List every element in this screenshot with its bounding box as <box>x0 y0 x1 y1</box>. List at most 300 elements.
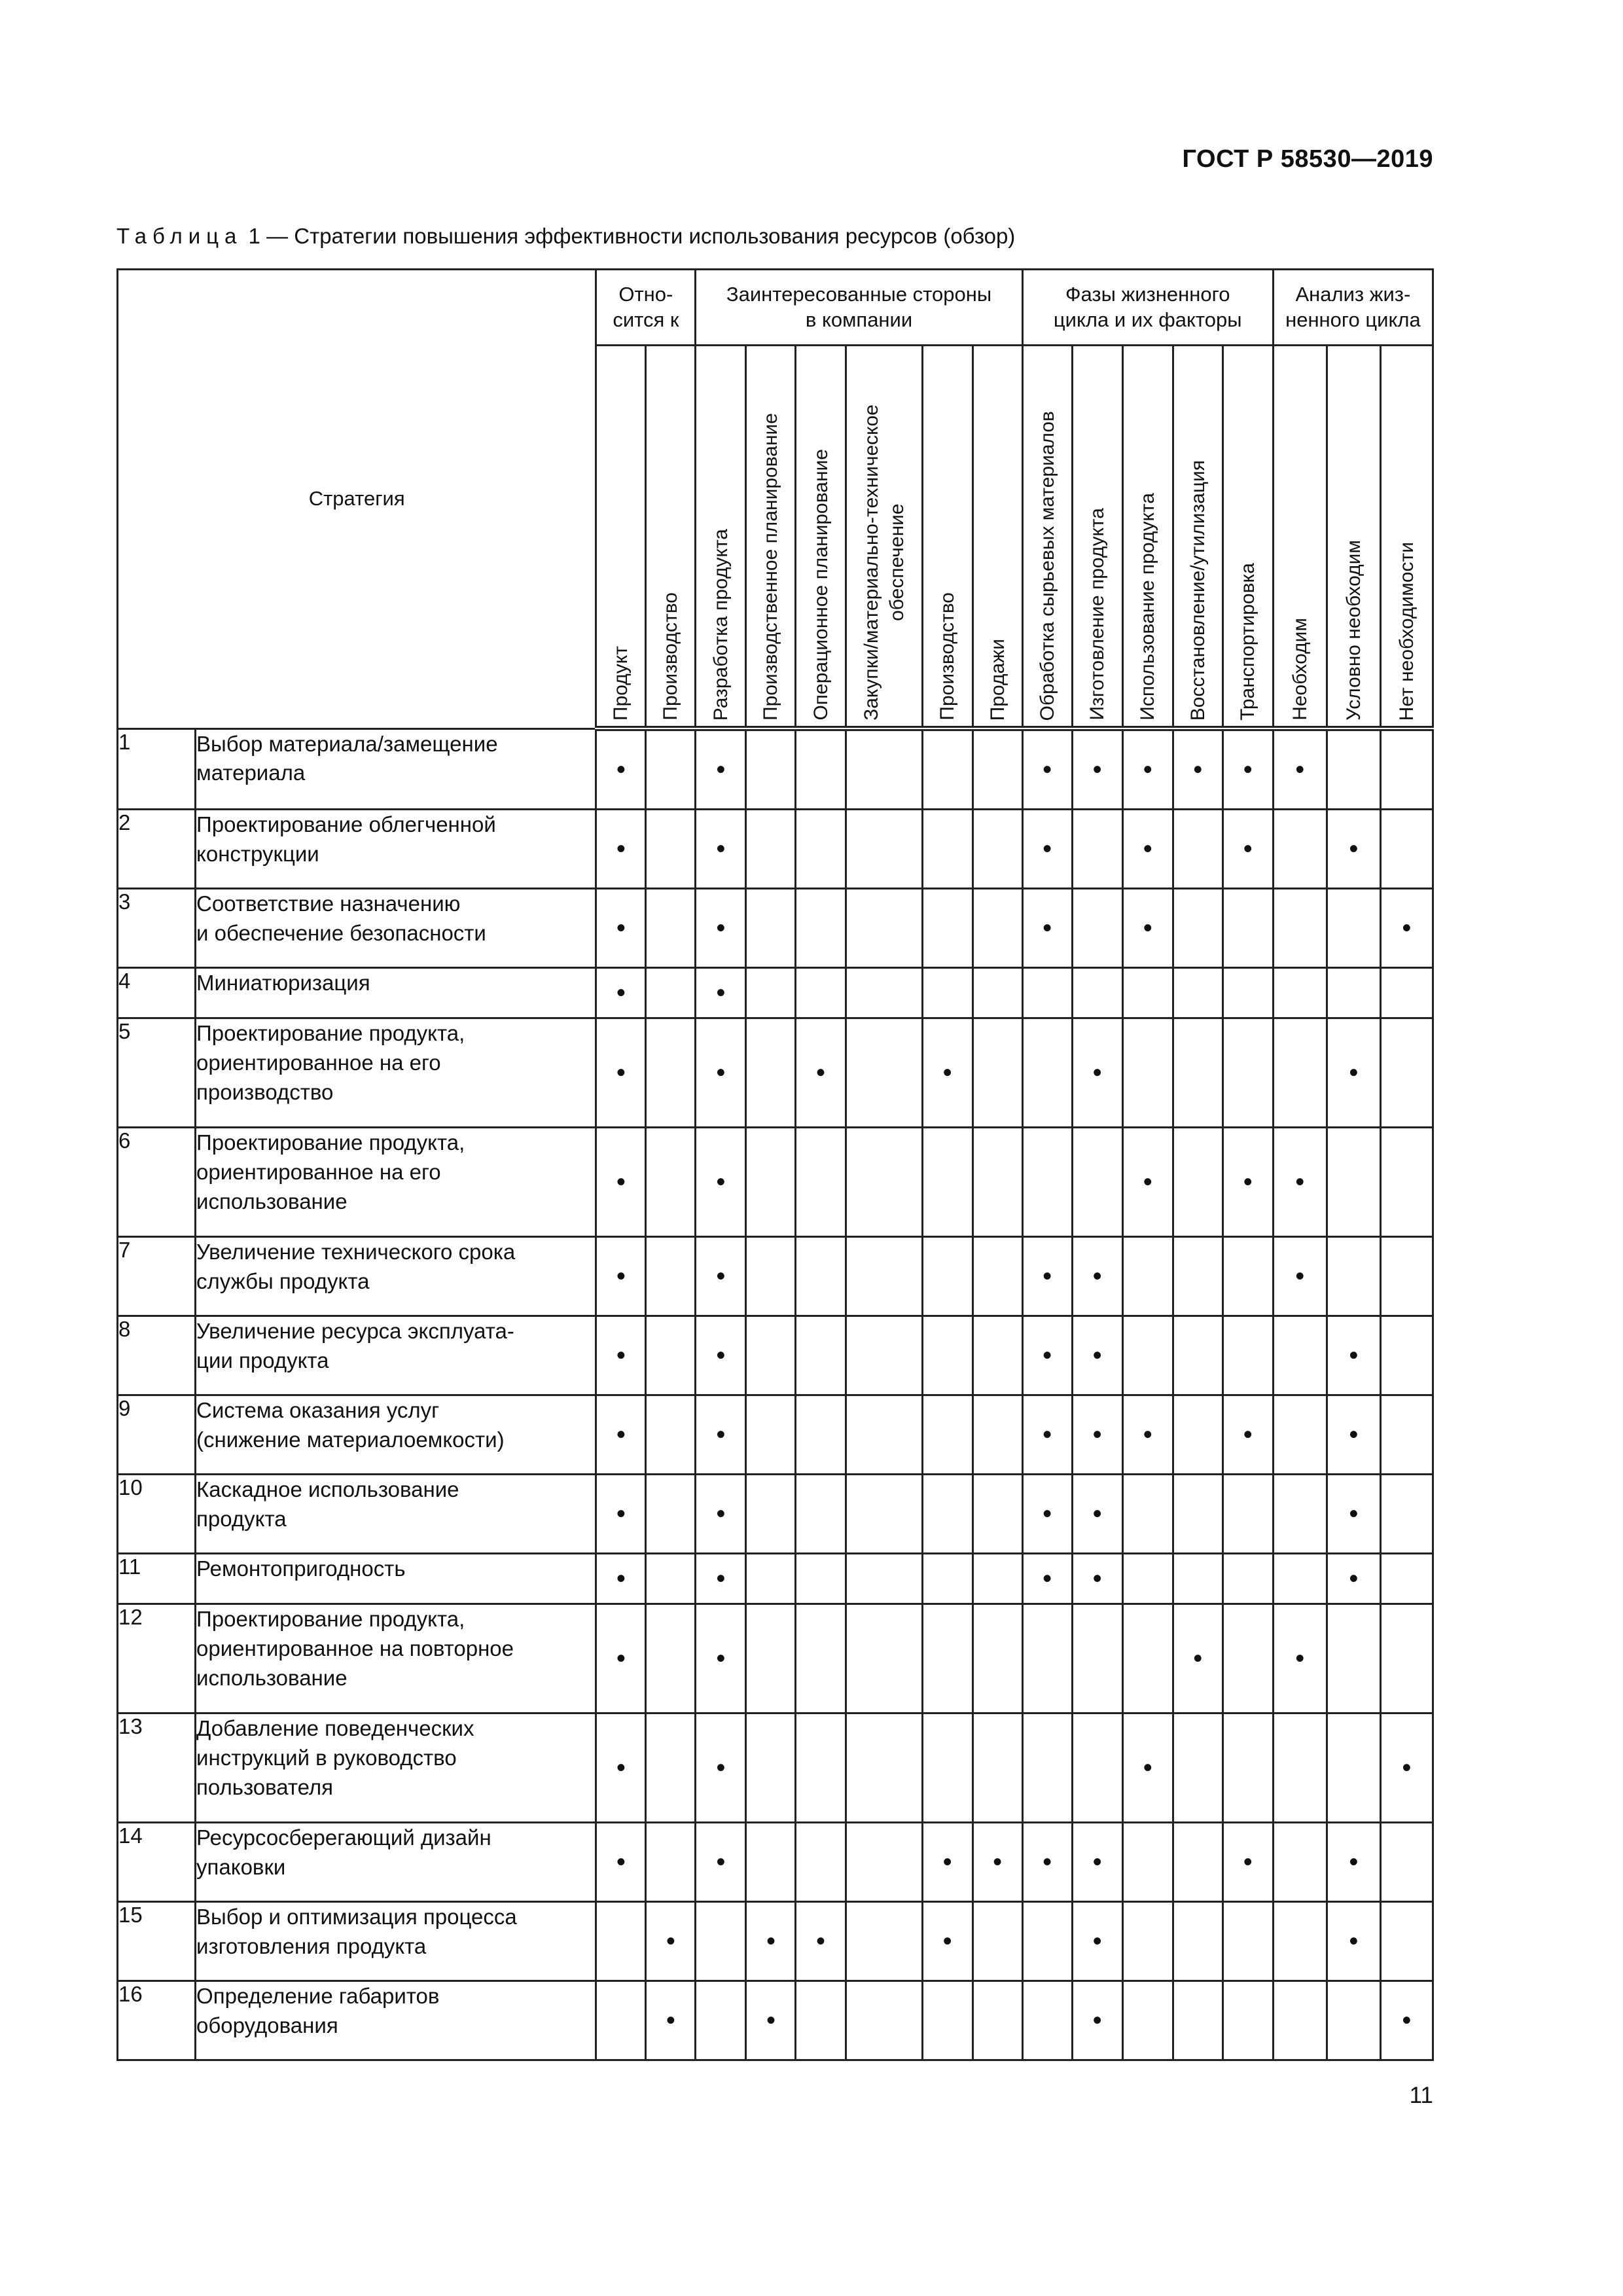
table-cell <box>1122 1554 1173 1604</box>
table-cell: • <box>1072 1823 1122 1902</box>
table-cell: • <box>696 889 746 968</box>
table-cell <box>696 1981 746 2060</box>
table-cell <box>1072 889 1122 968</box>
table-cell <box>1173 1554 1222 1604</box>
table-cell <box>1173 1316 1222 1395</box>
table-cell: • <box>1072 1981 1122 2060</box>
table-row <box>118 1475 1433 1554</box>
table-cell <box>796 1316 846 1395</box>
table-cell: • <box>1273 1237 1327 1316</box>
table-cell <box>972 810 1022 889</box>
table-cell <box>846 1902 922 1981</box>
column-header-label: Разработка продукта <box>709 528 732 721</box>
table-cell: • <box>696 1604 746 1713</box>
table-cell: • <box>696 1128 746 1237</box>
table-cell: • <box>1022 889 1072 968</box>
table-cell: • <box>696 810 746 889</box>
table-cell: • <box>1173 728 1222 810</box>
table-cell <box>972 1713 1022 1823</box>
column-header-label: Необходим <box>1289 618 1311 721</box>
table-cell <box>796 810 846 889</box>
table-cell: • <box>596 1713 646 1823</box>
table-cell: • <box>1072 1554 1122 1604</box>
table-cell: • <box>1022 1475 1072 1554</box>
table-cell <box>972 889 1022 968</box>
table-cell <box>972 1902 1022 1981</box>
table-cell <box>1222 1604 1273 1713</box>
strategy-name: Проектирование продукта, ориентированное на повторное использование <box>196 1604 596 1713</box>
table-cell: • <box>1072 1237 1122 1316</box>
column-header-label: Продажи <box>986 638 1008 721</box>
table-cell <box>846 1823 922 1902</box>
table-cell: • <box>796 1018 846 1128</box>
table-cell <box>1173 1018 1222 1128</box>
table-cell: • <box>1222 810 1273 889</box>
column-header-label: Условно необходим <box>1342 540 1364 721</box>
column-header <box>1022 346 1072 729</box>
table-cell <box>1380 1237 1433 1316</box>
table-cell: • <box>646 1902 696 1981</box>
table-row <box>118 889 1433 968</box>
table-cell: • <box>1072 1902 1122 1981</box>
table-cell <box>1122 1237 1173 1316</box>
table-cell <box>696 1902 746 1981</box>
table-cell: • <box>796 1902 846 1981</box>
table-cell <box>646 1713 696 1823</box>
table-cell <box>846 810 922 889</box>
table-cell <box>922 1475 972 1554</box>
table-cell <box>646 1316 696 1395</box>
table-cell: • <box>1327 1395 1380 1475</box>
table-cell <box>1273 1018 1327 1128</box>
column-header-label: Транспортировка <box>1237 563 1259 721</box>
table-cell <box>746 968 796 1018</box>
row-number: 14 <box>118 1823 196 1902</box>
table-cell <box>922 1554 972 1604</box>
table-cell: • <box>1122 810 1173 889</box>
table-cell <box>746 1018 796 1128</box>
strategy-name: Проектирование продукта, ориентированное на его производство <box>196 1018 596 1128</box>
row-number: 2 <box>118 810 196 889</box>
table-cell: • <box>1022 810 1072 889</box>
table-cell <box>796 1604 846 1713</box>
table-row <box>118 1395 1433 1475</box>
table-cell: • <box>596 810 646 889</box>
table-cell: • <box>1273 728 1327 810</box>
table-cell: • <box>596 1316 646 1395</box>
table-cell <box>646 1475 696 1554</box>
table-row <box>118 1604 1433 1713</box>
table-cell <box>846 968 922 1018</box>
column-header <box>1122 346 1173 729</box>
table-cell <box>646 1018 696 1128</box>
table-row <box>118 1823 1433 1902</box>
table-cell <box>846 1604 922 1713</box>
table-cell: • <box>696 1395 746 1475</box>
table-cell: • <box>1022 1395 1072 1475</box>
table-cell: • <box>1327 1316 1380 1395</box>
table-cell <box>746 1823 796 1902</box>
table-cell: • <box>1380 1981 1433 2060</box>
table-cell: • <box>922 1823 972 1902</box>
table-cell <box>796 728 846 810</box>
table-cell: • <box>596 1237 646 1316</box>
table-cell: • <box>1327 1475 1380 1554</box>
table-cell <box>646 1554 696 1604</box>
table-cell: • <box>596 1128 646 1237</box>
strategy-name: Добавление поведенческих инструкций в руководство пользователя <box>196 1713 596 1823</box>
table-cell: • <box>596 1554 646 1604</box>
table-row <box>118 1554 1433 1604</box>
table-cell <box>1222 1554 1273 1604</box>
table-cell <box>796 1554 846 1604</box>
table-cell: • <box>1022 1237 1072 1316</box>
table-cell <box>746 810 796 889</box>
column-header-label: Восстановление/утилизация <box>1186 459 1209 721</box>
table-cell <box>1222 1902 1273 1981</box>
row-number: 9 <box>118 1395 196 1475</box>
table-cell <box>646 728 696 810</box>
table-cell: • <box>1222 728 1273 810</box>
table-cell <box>1173 968 1222 1018</box>
table-cell <box>646 1395 696 1475</box>
table-cell <box>796 1237 846 1316</box>
table-cell: • <box>1122 1713 1173 1823</box>
table-cell: • <box>696 1475 746 1554</box>
column-header-label: Продукт <box>610 646 632 721</box>
strategy-name: Система оказания услуг (снижение материалоемкости) <box>196 1395 596 1475</box>
row-number: 6 <box>118 1128 196 1237</box>
table-cell: • <box>596 1604 646 1713</box>
table-cell <box>1380 1128 1433 1237</box>
table-cell: • <box>1327 810 1380 889</box>
table-cell <box>846 1018 922 1128</box>
table-cell <box>922 810 972 889</box>
table-cell <box>972 1475 1022 1554</box>
row-number: 5 <box>118 1018 196 1128</box>
table-cell <box>846 1981 922 2060</box>
table-cell <box>972 1128 1022 1237</box>
column-header <box>1173 346 1222 729</box>
table-cell <box>846 889 922 968</box>
table-cell: • <box>1122 1395 1173 1475</box>
table-cell <box>1122 1981 1173 2060</box>
table-cell <box>922 1981 972 2060</box>
table-cell <box>646 968 696 1018</box>
table-caption-title: 1 — Стратегии повышения эффективности использования ресурсов (обзор) <box>242 224 1016 248</box>
table-cell <box>1327 968 1380 1018</box>
table-cell: • <box>972 1823 1022 1902</box>
table-cell <box>846 1554 922 1604</box>
table-cell <box>1173 1981 1222 2060</box>
table-cell <box>1173 1902 1222 1981</box>
column-header <box>696 346 746 729</box>
table-cell <box>796 1823 846 1902</box>
table-cell: • <box>646 1981 696 2060</box>
column-header <box>1072 346 1122 729</box>
row-number: 3 <box>118 889 196 968</box>
table-cell <box>1173 889 1222 968</box>
table-cell <box>1222 1713 1273 1823</box>
table-cell <box>796 1128 846 1237</box>
table-cell: • <box>696 1018 746 1128</box>
table-cell <box>1273 1981 1327 2060</box>
column-header-label: Обработка сырьевых материалов <box>1036 410 1058 721</box>
strategy-name: Увеличение ресурса эксплуата- ции продукта <box>196 1316 596 1395</box>
table-row <box>118 968 1433 1018</box>
table-cell <box>1122 1604 1173 1713</box>
table-cell: • <box>1380 889 1433 968</box>
column-header <box>796 346 846 729</box>
table-cell <box>1122 1018 1173 1128</box>
table-cell <box>1380 1475 1433 1554</box>
strategy-name: Проектирование продукта, ориентированное на его использование <box>196 1128 596 1237</box>
table-cell <box>746 1475 796 1554</box>
table-cell <box>972 1981 1022 2060</box>
table-cell <box>1327 728 1380 810</box>
table-cell <box>1222 1237 1273 1316</box>
strategy-name: Миниатюризация <box>196 968 596 1018</box>
table-cell: • <box>1222 1395 1273 1475</box>
column-header <box>1327 346 1380 729</box>
document-code: ГОСТ Р 58530—2019 <box>1182 145 1433 173</box>
strategy-name: Определение габаритов оборудования <box>196 1981 596 2060</box>
table-cell: • <box>596 968 646 1018</box>
table-cell: • <box>746 1902 796 1981</box>
table-cell: • <box>596 889 646 968</box>
table-cell <box>746 889 796 968</box>
column-header <box>1222 346 1273 729</box>
table-cell <box>846 1128 922 1237</box>
column-header <box>922 346 972 729</box>
strategy-name: Ресурсосберегающий дизайн упаковки <box>196 1823 596 1902</box>
table-cell <box>1380 1316 1433 1395</box>
table-cell <box>922 1316 972 1395</box>
table-cell <box>1222 1475 1273 1554</box>
table-cell: • <box>696 968 746 1018</box>
table-cell <box>1273 968 1327 1018</box>
table-cell <box>746 1316 796 1395</box>
table-cell <box>746 1713 796 1823</box>
group-header: Заинтересованные стороны в компании <box>696 270 1022 346</box>
table-cell <box>796 1475 846 1554</box>
table-cell <box>746 728 796 810</box>
table-cell: • <box>1273 1128 1327 1237</box>
column-header <box>646 346 696 729</box>
table-cell <box>746 1128 796 1237</box>
table-cell: • <box>596 1823 646 1902</box>
table-cell <box>972 1237 1022 1316</box>
table-cell: • <box>696 728 746 810</box>
table-cell <box>1273 1713 1327 1823</box>
row-number: 16 <box>118 1981 196 2060</box>
table-cell <box>972 1316 1022 1395</box>
table-cell <box>1380 810 1433 889</box>
table-cell: • <box>1072 1395 1122 1475</box>
table-row <box>118 810 1433 889</box>
table-cell <box>746 1237 796 1316</box>
column-header <box>1380 346 1433 729</box>
table-cell: • <box>696 1554 746 1604</box>
table-cell <box>746 1395 796 1475</box>
table-cell <box>922 889 972 968</box>
table-cell <box>1173 1128 1222 1237</box>
row-number: 8 <box>118 1316 196 1395</box>
table-cell <box>1327 1981 1380 2060</box>
table-cell <box>922 1604 972 1713</box>
table-row <box>118 1713 1433 1823</box>
table-caption <box>116 224 1015 249</box>
table-cell <box>1222 889 1273 968</box>
table-cell <box>1122 968 1173 1018</box>
table-cell: • <box>596 728 646 810</box>
row-number: 1 <box>118 728 196 810</box>
table-cell <box>1173 1713 1222 1823</box>
table-cell <box>1222 968 1273 1018</box>
table-cell <box>1173 1475 1222 1554</box>
row-number: 7 <box>118 1237 196 1316</box>
page-number: 11 <box>1409 2083 1433 2108</box>
table-cell <box>1380 1018 1433 1128</box>
table-cell <box>1173 810 1222 889</box>
strategy-column-header: Стратегия <box>118 270 596 729</box>
table-cell: • <box>1122 1128 1173 1237</box>
table-cell <box>1273 810 1327 889</box>
row-number: 11 <box>118 1554 196 1604</box>
table-cell: • <box>596 1395 646 1475</box>
table-cell: • <box>1072 728 1122 810</box>
table-cell <box>1173 1395 1222 1475</box>
table-cell <box>972 968 1022 1018</box>
table-cell: • <box>922 1902 972 1981</box>
table-cell <box>796 1981 846 2060</box>
table-cell <box>1072 1604 1122 1713</box>
table-cell <box>596 1981 646 2060</box>
table-cell <box>1380 1604 1433 1713</box>
table-cell <box>1173 1823 1222 1902</box>
table-cell <box>1122 1475 1173 1554</box>
strategy-name: Увеличение технического срока службы продукта <box>196 1237 596 1316</box>
table-cell: • <box>1122 889 1173 968</box>
table-cell <box>1022 1128 1072 1237</box>
table-cell <box>1022 1018 1072 1128</box>
strategies-table <box>116 268 1434 2061</box>
strategy-name: Проектирование облегченной конструкции <box>196 810 596 889</box>
strategy-name: Соответствие назначению и обеспечение безопасности <box>196 889 596 968</box>
table-cell <box>1022 968 1072 1018</box>
table-cell <box>746 1554 796 1604</box>
table-cell <box>796 1395 846 1475</box>
table-cell <box>1222 1316 1273 1395</box>
table-cell: • <box>1072 1018 1122 1128</box>
table-cell <box>1327 1128 1380 1237</box>
table-row <box>118 728 1433 810</box>
table-cell <box>1122 1902 1173 1981</box>
table-cell <box>922 1395 972 1475</box>
table-cell: • <box>1022 1554 1072 1604</box>
column-header <box>846 346 922 729</box>
table-cell <box>972 728 1022 810</box>
strategy-name: Ремонтопригодность <box>196 1554 596 1604</box>
table-cell <box>1327 889 1380 968</box>
column-header-label: Нет необходимости <box>1395 541 1418 721</box>
table-cell: • <box>596 1018 646 1128</box>
table-row <box>118 1128 1433 1237</box>
table-cell: • <box>696 1823 746 1902</box>
table-cell <box>1273 1902 1327 1981</box>
table-cell: • <box>1222 1128 1273 1237</box>
table-cell <box>1273 1554 1327 1604</box>
table-cell <box>1327 1713 1380 1823</box>
column-header <box>746 346 796 729</box>
table-cell: • <box>1273 1604 1327 1713</box>
table-cell <box>972 1554 1022 1604</box>
table-cell <box>972 1604 1022 1713</box>
table-cell <box>1273 1316 1327 1395</box>
table-cell: • <box>1072 1316 1122 1395</box>
strategy-name: Выбор и оптимизация процесса изготовления продукта <box>196 1902 596 1981</box>
table-cell: • <box>1022 728 1072 810</box>
table-row <box>118 1316 1433 1395</box>
table-cell <box>922 728 972 810</box>
table-cell: • <box>1380 1713 1433 1823</box>
table-cell <box>972 1018 1022 1128</box>
table-row <box>118 1902 1433 1981</box>
row-number: 15 <box>118 1902 196 1981</box>
column-header <box>596 346 646 729</box>
table-cell: • <box>1022 1823 1072 1902</box>
table-cell: • <box>1327 1823 1380 1902</box>
table-cell <box>922 1128 972 1237</box>
group-header: Анализ жиз- ненного цикла <box>1273 270 1433 346</box>
table-cell <box>846 1475 922 1554</box>
table-cell <box>1022 1713 1072 1823</box>
table-cell <box>846 1713 922 1823</box>
table-row <box>118 1237 1433 1316</box>
table-cell <box>1222 1018 1273 1128</box>
table-cell <box>746 1604 796 1713</box>
column-header-label: Закупки/материально-техническое обеспечение <box>860 404 908 721</box>
table-cell <box>1273 1823 1327 1902</box>
group-header: Отно- сится к <box>596 270 696 346</box>
table-cell <box>1380 728 1433 810</box>
table-row <box>118 1981 1433 2060</box>
row-number: 12 <box>118 1604 196 1713</box>
strategy-name: Выбор материала/замещение материала <box>196 728 596 810</box>
table-cell <box>1273 889 1327 968</box>
table-cell <box>1173 1237 1222 1316</box>
table-cell <box>1072 1128 1122 1237</box>
table-cell: • <box>696 1237 746 1316</box>
table-row <box>118 1018 1433 1128</box>
table-cell <box>646 889 696 968</box>
table-cell <box>922 1713 972 1823</box>
table-cell: • <box>1022 1316 1072 1395</box>
table-cell: • <box>746 1981 796 2060</box>
table-cell: • <box>1327 1018 1380 1128</box>
table-cell <box>1072 968 1122 1018</box>
table-cell <box>922 968 972 1018</box>
table-cell <box>1222 1981 1273 2060</box>
table-cell <box>846 1395 922 1475</box>
table-cell: • <box>1327 1902 1380 1981</box>
table-cell <box>1022 1902 1072 1981</box>
table-cell <box>846 1316 922 1395</box>
column-header-label: Операционное планирование <box>810 449 832 721</box>
table-cell <box>1022 1604 1072 1713</box>
column-header-label: Использование продукта <box>1137 493 1159 721</box>
column-header-label: Производство <box>660 592 682 721</box>
